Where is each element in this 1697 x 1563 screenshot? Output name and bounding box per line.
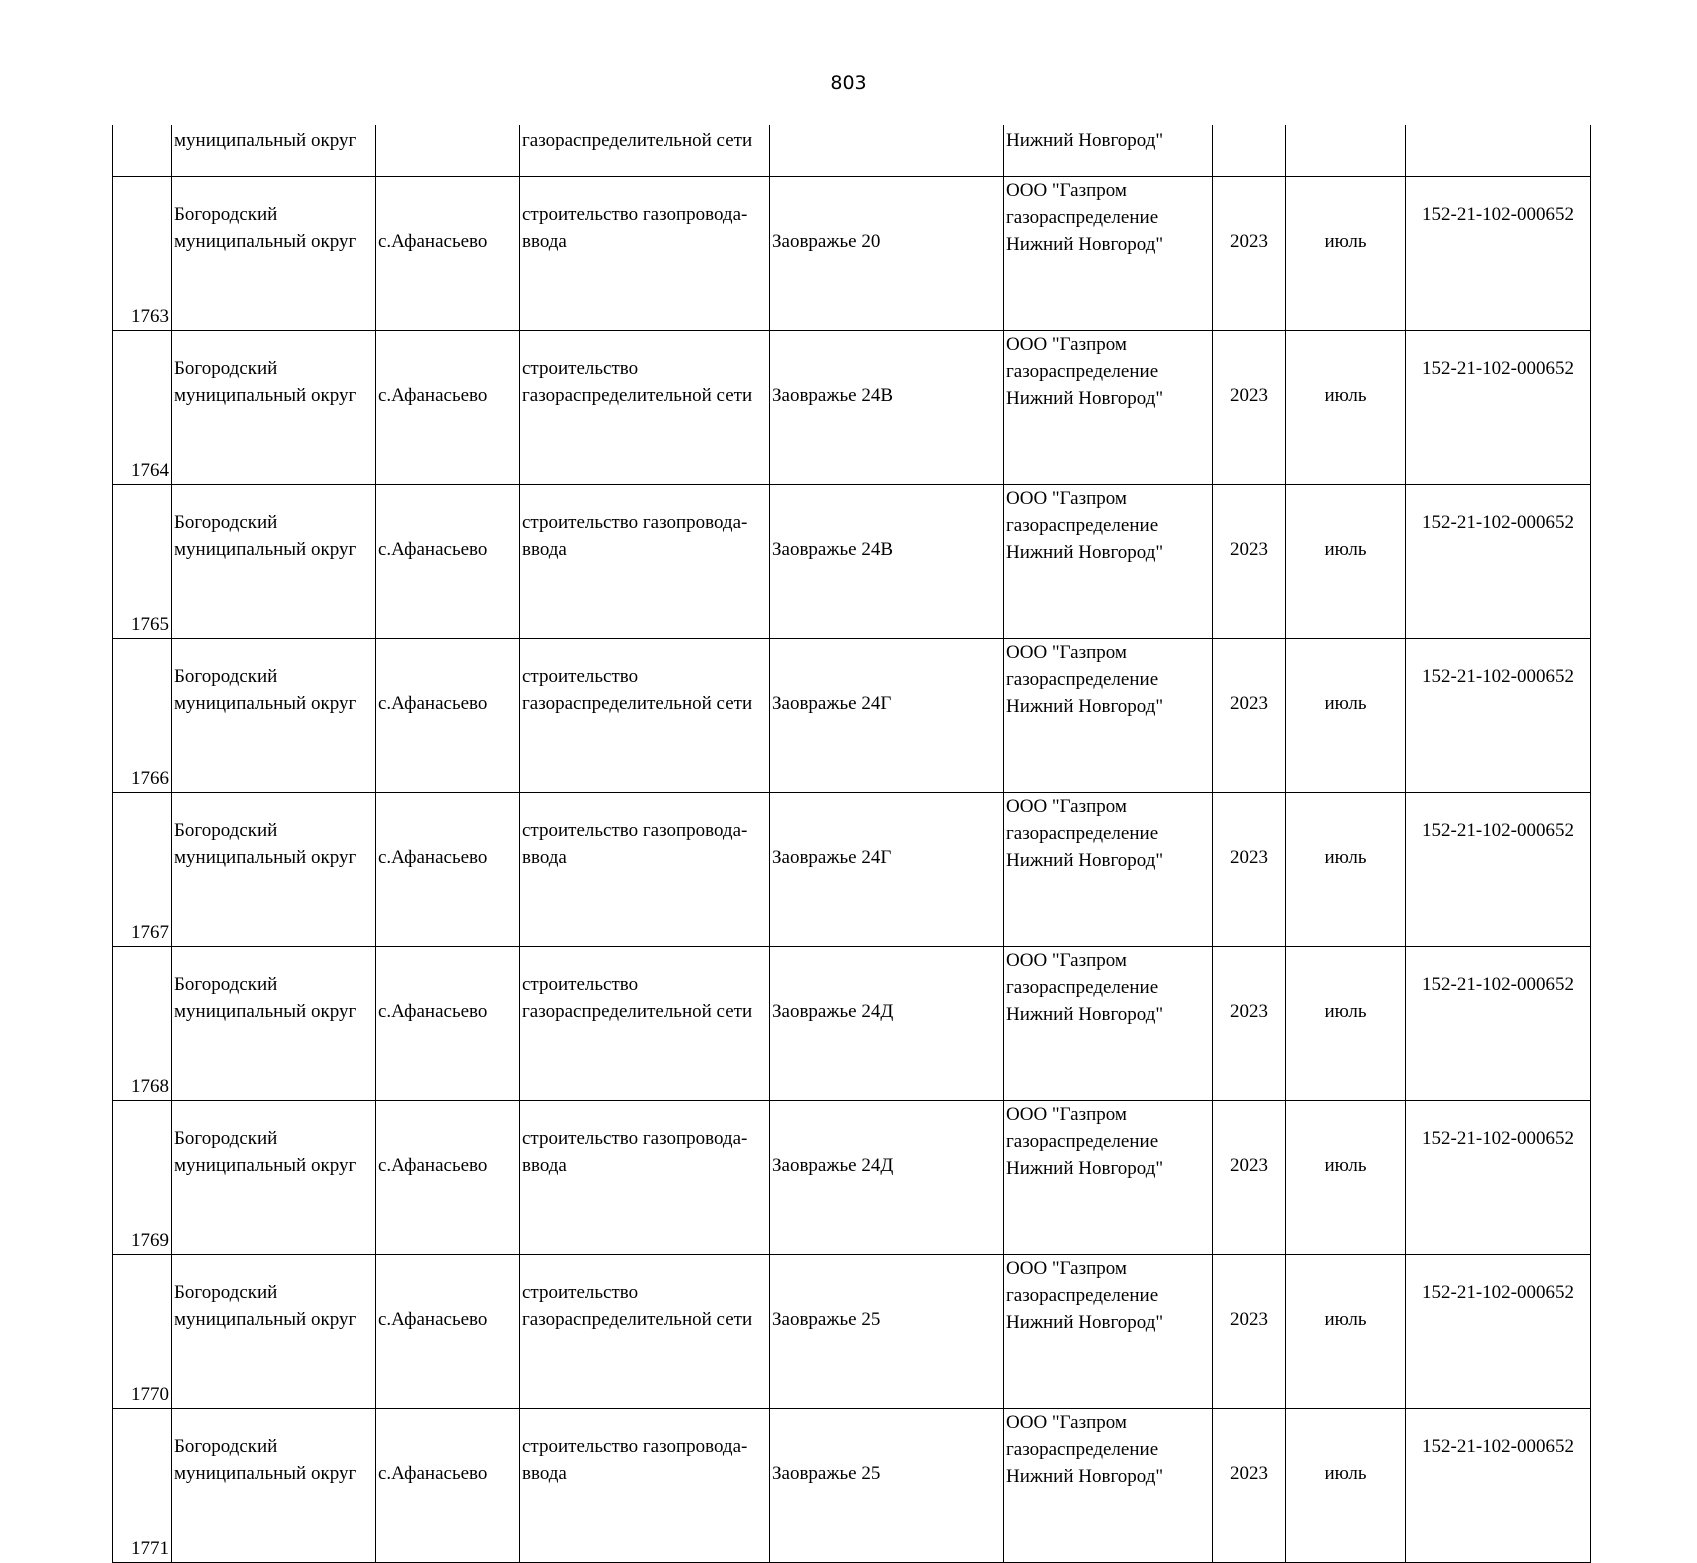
cell-address: Заовражье 24Д (770, 1101, 1004, 1255)
cell-district: муниципальный округ (172, 125, 376, 177)
cell-month: июль (1286, 177, 1406, 331)
cell-village: с.Афанасьево (376, 1101, 520, 1255)
work-line: газораспределительной сети (522, 1309, 753, 1330)
district-line: Богородский (174, 1282, 278, 1303)
org-line: газораспределение (1006, 823, 1159, 844)
row-number: 1764 (131, 460, 169, 481)
cell-village: с.Афанасьево (376, 793, 520, 947)
cell-district (172, 177, 376, 331)
cell-village: с.Афанасьево (376, 1255, 520, 1409)
table-row (113, 1101, 1591, 1255)
work-line: ввода (522, 231, 567, 252)
data-table (112, 125, 1591, 1563)
cell-org (1004, 1409, 1213, 1563)
cell-village: с.Афанасьево (376, 1409, 520, 1563)
page-number: 803 (830, 72, 867, 94)
cell-org (1004, 331, 1213, 485)
work-line: строительство (522, 358, 639, 379)
org-line: ООО "Газпром (1006, 950, 1127, 971)
table-row (113, 485, 1591, 639)
work-line: газораспределительной сети (522, 693, 753, 714)
cell-district (172, 331, 376, 485)
cell-org (1004, 1101, 1213, 1255)
org-line: газораспределение (1006, 515, 1159, 536)
district-line: Богородский (174, 358, 278, 379)
org-line: Нижний Новгород" (1006, 696, 1164, 717)
table-row (113, 1409, 1591, 1563)
org-line: Нижний Новгород" (1006, 234, 1164, 255)
row-number: 1769 (131, 1230, 169, 1251)
district-line: Богородский (174, 1436, 278, 1457)
cell-year (1213, 125, 1286, 177)
cell-address: Заовражье 24В (770, 331, 1004, 485)
cell-address: Заовражье 24Г (770, 793, 1004, 947)
cell-num (113, 1409, 172, 1563)
table-row (113, 177, 1591, 331)
cell-num (113, 947, 172, 1101)
cell-village (376, 125, 520, 177)
work-line: ввода (522, 847, 567, 868)
district-line: Богородский (174, 820, 278, 841)
org-line: газораспределение (1006, 1131, 1159, 1152)
org-line: Нижний Новгород" (1006, 388, 1164, 409)
org-line: Нижний Новгород" (1006, 542, 1164, 563)
cell-address: Заовражье 24В (770, 485, 1004, 639)
org-line: Нижний Новгород" (1006, 1004, 1164, 1025)
cell-num (113, 793, 172, 947)
cell-work (520, 485, 770, 639)
cell-month: июль (1286, 331, 1406, 485)
cell-code: 152-21-102-000652 (1406, 793, 1591, 947)
cell-code: 152-21-102-000652 (1406, 639, 1591, 793)
cell-org: Нижний Новгород" (1004, 125, 1213, 177)
cell-address (770, 125, 1004, 177)
org-line: газораспределение (1006, 1285, 1159, 1306)
cell-work (520, 793, 770, 947)
org-line: ООО "Газпром (1006, 642, 1127, 663)
cell-code: 152-21-102-000652 (1406, 947, 1591, 1101)
org-line: Нижний Новгород" (1006, 1158, 1164, 1179)
cell-village: с.Афанасьево (376, 947, 520, 1101)
cell-district (172, 793, 376, 947)
work-line: ввода (522, 1155, 567, 1176)
cell-month: июль (1286, 947, 1406, 1101)
cell-month: июль (1286, 793, 1406, 947)
cell-work (520, 947, 770, 1101)
district-line: муниципальный округ (174, 693, 357, 714)
cell-code: 152-21-102-000652 (1406, 485, 1591, 639)
work-line: газораспределительной сети (522, 385, 753, 406)
row-number: 1767 (131, 922, 169, 943)
cell-code: 152-21-102-000652 (1406, 1255, 1591, 1409)
cell-year: 2023 (1213, 1409, 1286, 1563)
org-line: ООО "Газпром (1006, 1104, 1127, 1125)
table-row-continued (113, 125, 1591, 177)
cell-district (172, 947, 376, 1101)
cell-year: 2023 (1213, 639, 1286, 793)
cell-org (1004, 793, 1213, 947)
org-line: газораспределение (1006, 669, 1159, 690)
cell-address: Заовражье 24Г (770, 639, 1004, 793)
org-line: ООО "Газпром (1006, 1412, 1127, 1433)
org-line: Нижний Новгород" (1006, 1312, 1164, 1333)
cell-month: июль (1286, 1255, 1406, 1409)
cell-code: 152-21-102-000652 (1406, 1409, 1591, 1563)
table-row (113, 1255, 1591, 1409)
cell-month: июль (1286, 1101, 1406, 1255)
work-line: строительство газопровода- (522, 820, 748, 841)
district-line: муниципальный округ (174, 385, 357, 406)
row-number: 1770 (131, 1384, 169, 1405)
cell-num (113, 639, 172, 793)
org-line: газораспределение (1006, 1439, 1159, 1460)
cell-num (113, 1255, 172, 1409)
cell-work (520, 1409, 770, 1563)
cell-district (172, 1409, 376, 1563)
cell-work: газораспределительной сети (520, 125, 770, 177)
cell-num (113, 1101, 172, 1255)
district-line: Богородский (174, 974, 278, 995)
cell-work (520, 639, 770, 793)
cell-work (520, 1101, 770, 1255)
table-row (113, 639, 1591, 793)
cell-address: Заовражье 20 (770, 177, 1004, 331)
table-row (113, 947, 1591, 1101)
cell-month: июль (1286, 639, 1406, 793)
work-line: строительство (522, 1282, 639, 1303)
cell-code (1406, 125, 1591, 177)
org-line: газораспределение (1006, 207, 1159, 228)
cell-district (172, 639, 376, 793)
cell-work (520, 177, 770, 331)
cell-org (1004, 485, 1213, 639)
table-body (113, 125, 1591, 1563)
work-line: строительство газопровода- (522, 204, 748, 225)
work-line: строительство газопровода- (522, 1128, 748, 1149)
district-line: Богородский (174, 1128, 278, 1149)
work-line: строительство (522, 666, 639, 687)
org-line: газораспределение (1006, 361, 1159, 382)
cell-year: 2023 (1213, 331, 1286, 485)
cell-village: с.Афанасьево (376, 639, 520, 793)
cell-org (1004, 947, 1213, 1101)
cell-code: 152-21-102-000652 (1406, 331, 1591, 485)
org-line: ООО "Газпром (1006, 334, 1127, 355)
org-line: ООО "Газпром (1006, 1258, 1127, 1279)
org-line: Нижний Новгород" (1006, 1466, 1164, 1487)
cell-month: июль (1286, 485, 1406, 639)
work-line: ввода (522, 1463, 567, 1484)
work-line: газораспределительной сети (522, 1001, 753, 1022)
cell-address: Заовражье 25 (770, 1409, 1004, 1563)
district-line: муниципальный округ (174, 1309, 357, 1330)
cell-org (1004, 639, 1213, 793)
district-line: Богородский (174, 512, 278, 533)
cell-work (520, 1255, 770, 1409)
district-line: Богородский (174, 204, 278, 225)
cell-year: 2023 (1213, 1101, 1286, 1255)
cell-village: с.Афанасьево (376, 177, 520, 331)
org-line: ООО "Газпром (1006, 180, 1127, 201)
cell-month: июль (1286, 1409, 1406, 1563)
cell-address: Заовражье 25 (770, 1255, 1004, 1409)
cell-num (113, 331, 172, 485)
org-line: ООО "Газпром (1006, 488, 1127, 509)
cell-village: с.Афанасьево (376, 331, 520, 485)
table-row (113, 331, 1591, 485)
cell-year: 2023 (1213, 793, 1286, 947)
district-line: муниципальный округ (174, 847, 357, 868)
cell-address: Заовражье 24Д (770, 947, 1004, 1101)
cell-work (520, 331, 770, 485)
cell-district (172, 1255, 376, 1409)
district-line: Богородский (174, 666, 278, 687)
work-line: строительство газопровода- (522, 512, 748, 533)
table-row (113, 793, 1591, 947)
org-line: газораспределение (1006, 977, 1159, 998)
cell-year: 2023 (1213, 485, 1286, 639)
row-number: 1765 (131, 614, 169, 635)
cell-month (1286, 125, 1406, 177)
district-line: муниципальный округ (174, 539, 357, 560)
cell-year: 2023 (1213, 177, 1286, 331)
work-line: строительство газопровода- (522, 1436, 748, 1457)
district-line: муниципальный округ (174, 1001, 357, 1022)
work-line: ввода (522, 539, 567, 560)
cell-year: 2023 (1213, 1255, 1286, 1409)
org-line: Нижний Новгород" (1006, 850, 1164, 871)
row-number: 1771 (131, 1538, 169, 1559)
cell-year: 2023 (1213, 947, 1286, 1101)
row-number: 1763 (131, 306, 169, 327)
cell-num (113, 125, 172, 177)
cell-village: с.Афанасьево (376, 485, 520, 639)
row-number: 1768 (131, 1076, 169, 1097)
cell-district (172, 1101, 376, 1255)
work-line: строительство (522, 974, 639, 995)
district-line: муниципальный округ (174, 1463, 357, 1484)
cell-code: 152-21-102-000652 (1406, 177, 1591, 331)
cell-district (172, 485, 376, 639)
district-line: муниципальный округ (174, 1155, 357, 1176)
row-number: 1766 (131, 768, 169, 789)
cell-num (113, 485, 172, 639)
org-line: ООО "Газпром (1006, 796, 1127, 817)
cell-org (1004, 177, 1213, 331)
cell-num (113, 177, 172, 331)
cell-org (1004, 1255, 1213, 1409)
cell-code: 152-21-102-000652 (1406, 1101, 1591, 1255)
district-line: муниципальный округ (174, 231, 357, 252)
